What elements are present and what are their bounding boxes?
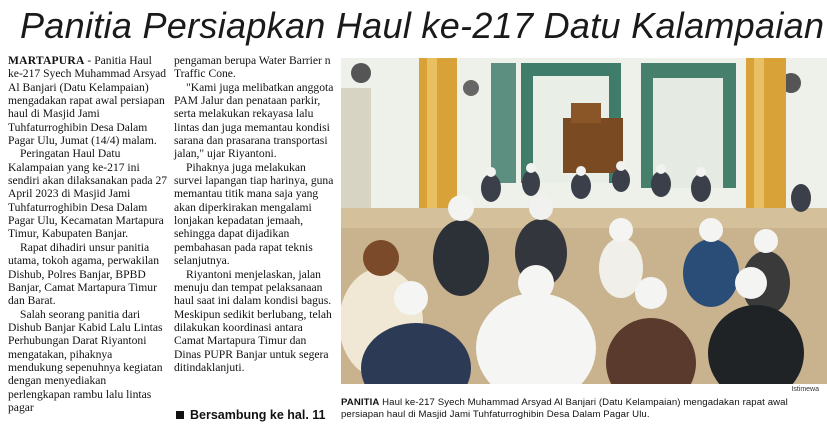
article-photo <box>341 58 827 384</box>
paragraph: Riyantoni menjelaskan, jalan menuju dan tempat pelaksanaan haul saat ini dalam kondisi bagus. Meskipun sedikit berlubang, telah dilakukan koordinasi antara Camat Martapura Timur dan Dinas PUPR Banjar untuk segera ditindaklanjuti. <box>174 267 332 374</box>
dateline: MARTAPURA <box>8 54 85 67</box>
continuation-paragraph: pengaman berupa Water Barrier n Traffic Cone. <box>174 54 331 81</box>
paragraph: Peringatan Haul Datu Kalampaian yang ke-217 ini sendiri akan dilaksanakan pada 27 April 2023 di Masjid Jami Tuhfaturroghibin Desa Dalam Pagar Ulu, Kecamatan Martapura Timur, Kabupaten Banjar. <box>8 147 168 241</box>
photo-credit: Istimewa <box>791 386 819 393</box>
paragraph: Pihaknya juga melakukan survei lapangan tiap harinya, guna memantau titik mana saja yang akan diperkirakan mengalami lonjakan kepadatan jemaah, sehingga dapat dijadikan pembahasan pada rapat teknis selanjutnya. <box>174 160 334 268</box>
caption-text: Haul ke-217 Syech Muhammad Arsyad Al Banjari (Datu Kelampaian) mengadakan rapat awal persiapan haul di Masjid Jami Tuhfaturroghibin Desa Dalam Pagar Ulu. <box>341 397 788 420</box>
continued-link[interactable] <box>176 408 325 422</box>
paragraph: "Kami juga melibatkan anggota PAM Jalur dan penataan parkir, serta melakukan rekayasa lalu lintas dan juga memantau kondisi sarana dan prasarana transportasi jalan," ujar Riyantoni. <box>174 80 334 161</box>
headline: Panitia Persiapkan Haul ke-217 Datu Kalampaian <box>20 5 825 46</box>
mosque-gathering-illustration <box>341 58 827 384</box>
paragraph: Rapat dihadiri unsur panitia utama, tokoh agama, perwakilan Dishub, Polres Banjar, BPBD Banjar, Camat Martapura Timur dan Barat. <box>8 240 159 308</box>
paragraph: Salah seorang panitia dari Dishub Banjar Kabid Lalu Lintas Perhubungan Darat Riyantoni mengatakan, pihaknya mendukung sepenuhnya kegiatan dengan menyediakan perlengkapan rambu lalu lintas pagar <box>8 307 163 414</box>
article-column-1 <box>8 54 168 414</box>
continued-label: Bersambung ke hal. 11 <box>190 408 326 422</box>
photo-caption <box>341 397 821 420</box>
lead-paragraph <box>8 54 168 147</box>
square-bullet-icon <box>176 411 184 419</box>
lead-text: - Panitia Haul ke-217 Syech Muhammad Arsyad Al Banjari (Datu Kelampaian) mengadakan rapat awal persiapan haul di Masjid Jami Tuhfaturroghibin Desa Dalam Pagar Ulu, Jumat (14/4) malam. <box>8 54 167 148</box>
caption-lead: PANITIA <box>341 397 380 408</box>
article-column-2 <box>174 54 334 374</box>
